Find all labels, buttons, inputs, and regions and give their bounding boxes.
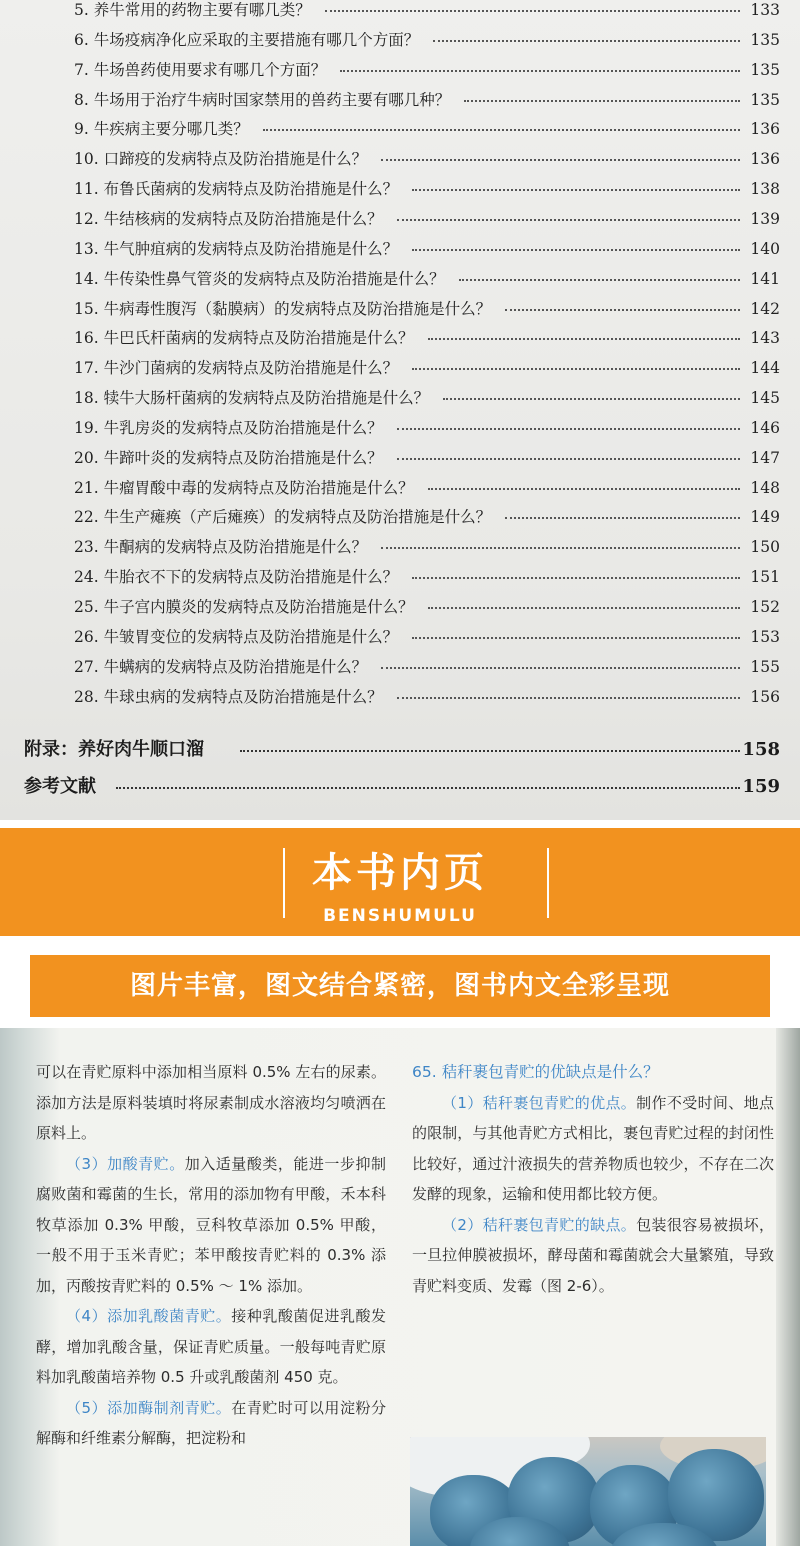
toc-entry-page: 135 [750, 30, 780, 49]
toc-entry [0, 204, 800, 234]
toc-appendix [0, 733, 800, 767]
toc-entry [0, 323, 800, 353]
toc-entry-title: 6. 牛场疫病净化应采取的主要措施有哪几个方面？ [74, 30, 420, 49]
toc-leader [505, 309, 740, 311]
toc-entry-page: 135 [750, 60, 780, 79]
toc-entry-page: 151 [750, 568, 780, 587]
toc-leader [412, 249, 740, 251]
toc-entry-title: 26. 牛皱胃变位的发病特点及防治措施是什么？ [74, 627, 399, 646]
toc-leader [381, 667, 740, 669]
toc-entry-page: 145 [750, 389, 780, 408]
toc-entry-page: 149 [750, 508, 780, 527]
toc-entry [0, 144, 800, 174]
toc-leader [443, 398, 740, 400]
toc-entry-title: 7. 牛场兽药使用要求有哪几个方面？ [74, 60, 327, 79]
toc-leader [116, 787, 740, 789]
toc-entry [0, 443, 800, 473]
toc-entry-title: 17. 牛沙门菌病的发病特点及防治措施是什么？ [74, 359, 399, 378]
toc-leader [381, 547, 740, 549]
paragraph-heading: （3）加酸青贮。 [66, 1154, 185, 1173]
toc-entry [0, 473, 800, 503]
toc-leader [397, 219, 740, 221]
toc-entry-title: 14. 牛传染性鼻气管炎的发病特点及防治措施是什么？ [74, 269, 445, 288]
toc-entry [0, 25, 800, 55]
toc-entry [0, 234, 800, 264]
toc-entry [0, 413, 800, 443]
toc-entry [0, 174, 800, 204]
banner-title: 本书内页 [312, 850, 488, 896]
toc-entry-title: 9. 牛疾病主要分哪几类？ [74, 120, 249, 139]
toc-leader [428, 488, 740, 490]
page-edge [776, 1028, 800, 1546]
toc-entry-page: 146 [750, 418, 780, 437]
toc-entry [0, 622, 800, 652]
toc-entry [0, 353, 800, 383]
toc-entry-title: 16. 牛巴氏杆菌病的发病特点及防治措施是什么？ [74, 329, 414, 348]
toc-references [0, 770, 800, 804]
toc-entry [0, 114, 800, 144]
toc-entry [0, 652, 800, 682]
toc-leader [428, 607, 740, 609]
paragraph-heading: （5）添加酶制剂青贮。 [66, 1398, 232, 1417]
paragraph [412, 1210, 774, 1302]
toc-entry [0, 55, 800, 85]
toc-entry-title: 13. 牛气肿疽病的发病特点及防治措施是什么？ [74, 239, 399, 258]
silage-bale-photo [410, 1437, 766, 1546]
toc-leader [397, 428, 740, 430]
paragraph [412, 1088, 774, 1210]
toc-entry-page: 139 [750, 209, 780, 228]
paragraph-heading: （4）添加乳酸菌青贮。 [66, 1307, 232, 1325]
toc-entry-title: 22. 牛生产瘫痪（产后瘫痪）的发病特点及防治措施是什么？ [74, 508, 492, 527]
toc-entry-page: 133 [750, 1, 780, 19]
page-left-column [36, 1057, 386, 1454]
toc-entry-page: 140 [750, 239, 780, 258]
toc-entry-title: 10. 口蹄疫的发病特点及防治措施是什么？ [74, 150, 368, 169]
toc-leader [505, 517, 740, 519]
toc-entry-page: 136 [750, 120, 780, 139]
toc-entry-title: 27. 牛螨病的发病特点及防治措施是什么？ [74, 657, 368, 676]
toc-entry-page: 138 [750, 180, 780, 199]
toc-entry [0, 592, 800, 622]
toc-references-page: 159 [742, 776, 780, 797]
toc-entry-title: 21. 牛瘤胃酸中毒的发病特点及防治措施是什么？ [74, 478, 414, 497]
toc-leader [412, 637, 740, 639]
toc-entry-title: 18. 犊牛大肠杆菌病的发病特点及防治措施是什么？ [74, 389, 430, 408]
toc-entry [0, 0, 800, 25]
toc-appendix-page: 158 [742, 739, 780, 760]
toc-entry-title: 23. 牛酮病的发病特点及防治措施是什么？ [74, 538, 368, 557]
paragraph-text: 加入适量酸类，能进一步抑制腐败菌和霉菌的生长，常用的添加物有甲酸，禾本科牧草添加 0.3% 甲酸，豆科牧草添加 0.5% 甲酸，一般不用于玉米青贮；苯甲酸按青贮料的 0.3% 添加，丙酸按青贮料的 0.5% ～ 1% 添加。 [36, 1154, 386, 1295]
toc-entry-title: 24. 牛胎衣不下的发病特点及防治措施是什么？ [74, 568, 399, 587]
toc-leader [459, 279, 740, 281]
toc-entry [0, 532, 800, 562]
toc-entry [0, 562, 800, 592]
toc-entry-page: 143 [750, 329, 780, 348]
toc-entry [0, 383, 800, 413]
toc-entry-page: 150 [750, 538, 780, 557]
toc-entry-title: 19. 牛乳房炎的发病特点及防治措施是什么？ [74, 418, 383, 437]
page-right-column [412, 1057, 774, 1301]
toc-entry [0, 502, 800, 532]
toc-leader [263, 129, 740, 131]
toc-entry-page: 147 [750, 448, 780, 467]
slogan-banner: 图片丰富，图文结合紧密，图书内文全彩呈现 [30, 955, 770, 1017]
paragraph [36, 1301, 386, 1393]
toc-leader [397, 458, 740, 460]
paragraph-text: 制作不受时间、地点的限制，与其他青贮方式相比，裹包青贮过程的封闭性比较好，通过汁液损失的营养物质也较少，不存在二次发酵的现象，运输和使用都比较方便。 [412, 1093, 774, 1203]
toc-entry [0, 85, 800, 115]
toc-entry-title: 8. 牛场用于治疗牛病时国家禁用的兽药主要有哪几种？ [74, 90, 451, 109]
toc-entry-title: 12. 牛结核病的发病特点及防治措施是什么？ [74, 209, 383, 228]
toc-references-title: 参考文献 [24, 776, 96, 797]
paragraph-text: 可以在青贮原料中添加相当原料 0.5% 左右的尿素。添加方法是原料装填时将尿素制成水溶液均匀喷洒在原料上。 [36, 1063, 386, 1142]
toc-entry-page: 144 [750, 359, 780, 378]
toc-entry-title: 28. 牛球虫病的发病特点及防治措施是什么？ [74, 687, 383, 706]
toc-leader [397, 697, 740, 699]
toc-entry-page: 135 [750, 90, 780, 109]
toc-leader [340, 70, 740, 72]
paragraph-text: 接种乳酸菌促进乳酸发酵，增加乳酸含量，保证青贮质量。一般每吨青贮原料加乳酸菌培养物 0.5 升或乳酸菌剂 450 克。 [36, 1307, 386, 1386]
toc-entry-page: 136 [750, 150, 780, 169]
toc-leader [240, 750, 740, 752]
toc-appendix-title: 附录：养好肉牛顺口溜 [24, 739, 204, 760]
toc-entry-page: 155 [750, 657, 780, 676]
paragraph-heading: （1）秸秆裹包青贮的优点。 [442, 1093, 637, 1112]
paragraph-text: 在青贮时可以用淀粉分解酶和纤维素分解酶，把淀粉和 [36, 1398, 386, 1447]
toc-leader [433, 40, 740, 42]
paragraph [36, 1393, 386, 1454]
toc-entry-page: 141 [750, 269, 780, 288]
toc-leader [428, 338, 740, 340]
toc-entry-title: 15. 牛病毒性腹泻（黏膜病）的发病特点及防治措施是什么？ [74, 299, 492, 318]
question-heading: 65. 秸秆裹包青贮的优缺点是什么？ [412, 1063, 659, 1081]
toc-entry-title: 20. 牛蹄叶炎的发病特点及防治措施是什么？ [74, 448, 383, 467]
paragraph-text: 包装很容易被损坏，一旦拉伸膜被损坏，酵母菌和霉菌就会大量繁殖，导致青贮料变质、发霉（图 2-6）。 [412, 1215, 774, 1295]
toc-entry-page: 148 [750, 478, 780, 497]
toc-entry [0, 294, 800, 324]
toc-entry-page: 153 [750, 627, 780, 646]
toc-leader [412, 577, 740, 579]
toc-entry [0, 682, 800, 712]
toc-entry-title: 11. 布鲁氏菌病的发病特点及防治措施是什么？ [74, 180, 399, 199]
paragraph-heading: （2）秸秆裹包青贮的缺点。 [442, 1215, 637, 1234]
toc-leader [412, 189, 740, 191]
toc-entry [0, 264, 800, 294]
toc-entry-page: 156 [750, 687, 780, 706]
toc-leader [325, 10, 740, 12]
toc-entry-page: 152 [750, 598, 780, 616]
toc-entry-page: 142 [750, 299, 780, 318]
toc-leader [412, 368, 740, 370]
toc-entry-title: 5. 养牛常用的药物主要有哪几类？ [74, 1, 311, 19]
toc-entry-title: 25. 牛子宫内膜炎的发病特点及防治措施是什么？ [74, 598, 414, 616]
paragraph [36, 1057, 386, 1149]
banner-subtitle: BENSHUMULU [323, 906, 477, 926]
toc-leader [381, 159, 740, 161]
paragraph [36, 1149, 386, 1302]
toc-leader [464, 100, 740, 102]
